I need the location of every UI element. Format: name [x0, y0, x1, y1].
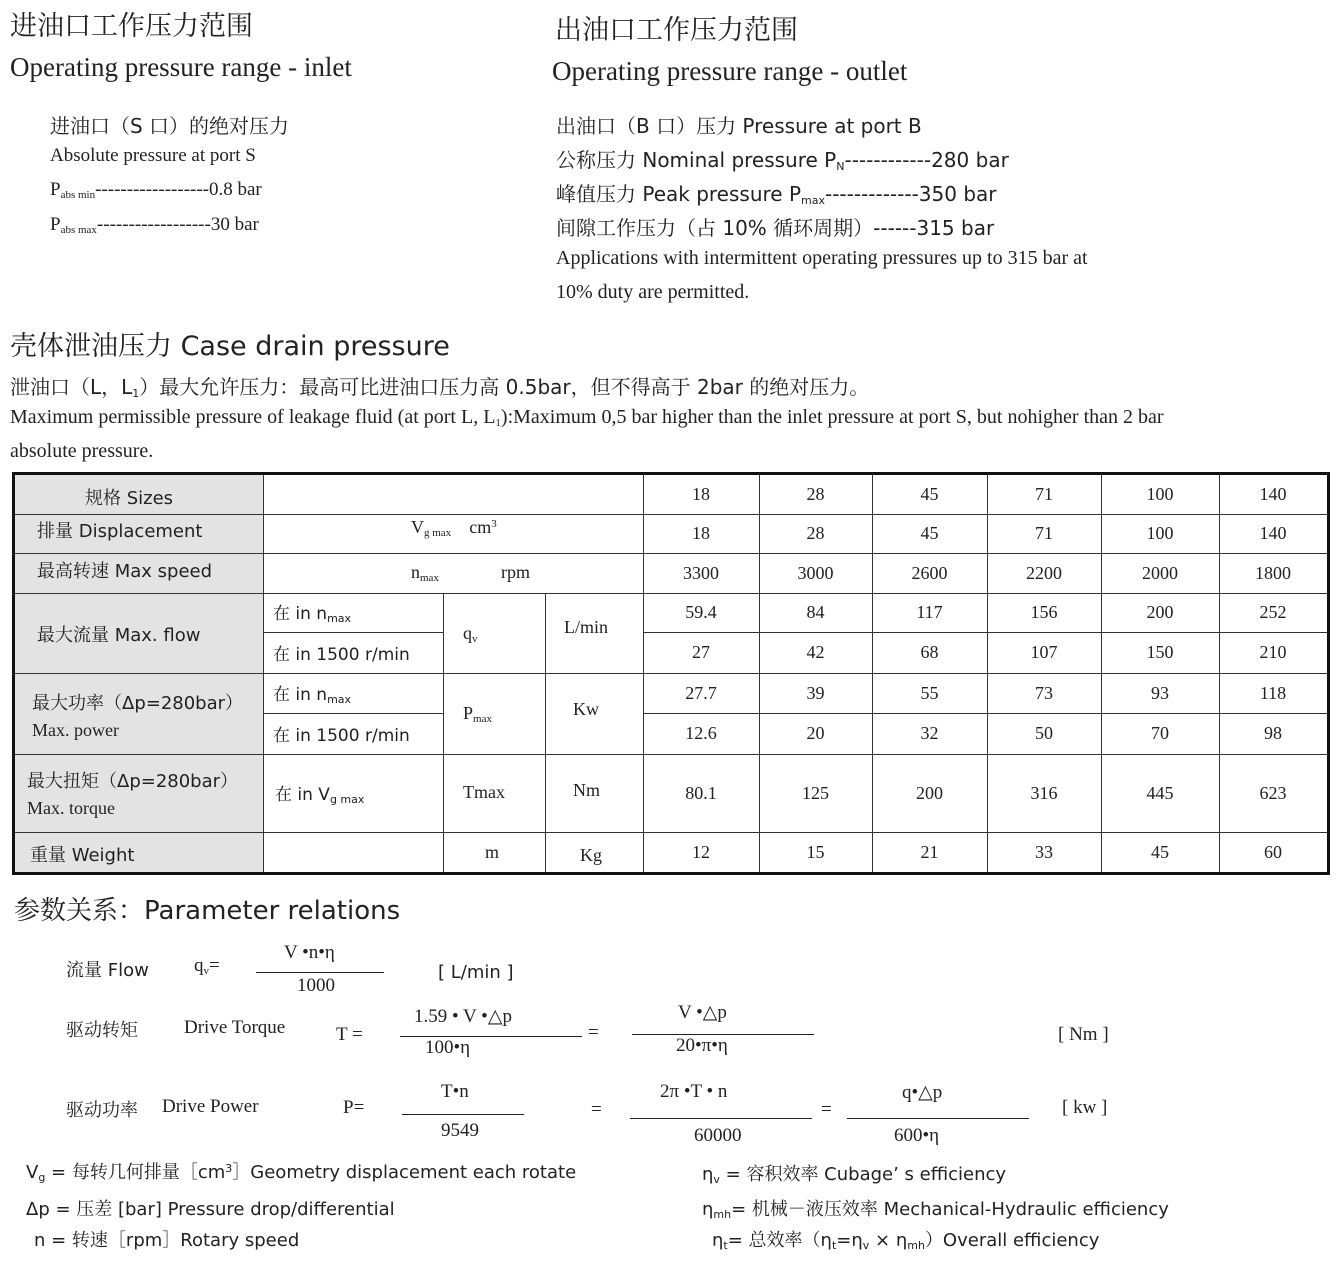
cell-displacement-2: 28: [806, 523, 825, 543]
legend-etat: $\eta_t=$ 总效率（$\eta_t=\eta_v$ × $\eta_{mh})Overall$ efficiency: [712, 1230, 1100, 1252]
cell-displacement-4: 71: [1035, 523, 1053, 543]
torque-den2: 20•π•η: [676, 1035, 728, 1056]
outlet-app1: Applications with intermittent operating pressures up to 315 bar at: [556, 247, 1088, 269]
power-num2: 2π •T • n: [660, 1081, 728, 1102]
inlet-pmax: $P_{abs max}------------------30$ bar: [50, 214, 259, 236]
torque-den1: 100•η: [425, 1037, 471, 1058]
cell-flow-nmax-3: 117: [916, 602, 943, 622]
disp-symbol: $V_{g max}$ $cm^3$: [411, 517, 497, 539]
flow-at-1500: 在 in 1500 r/min: [273, 645, 410, 665]
outlet-nominal: 公称压力 Nominal pressure $P_N------------280$ bar: [556, 148, 1009, 173]
case-drain-title: 壳体泄油压力 Case drain pressure: [10, 331, 450, 362]
cell-displacement-5: 100: [1146, 523, 1174, 543]
flow-lhs: $q_v=$: [194, 955, 220, 977]
weight-unit: Kg: [580, 845, 602, 865]
outlet-intermittent: 间隙工作压力（占 10% 循环周期）------315 bar: [556, 216, 995, 240]
legend-vg: $V_g$ = 每转几何排量$[cm^3]Geometry$ displacement each rotate: [26, 1162, 577, 1184]
cell-sizes-3: 45: [920, 484, 939, 504]
torque-unit: [ Nm ]: [1058, 1024, 1109, 1045]
cell-displacement-6: 140: [1259, 523, 1287, 543]
cell-power-nmax-4: 73: [1035, 682, 1053, 703]
cell-weight-2: 15: [806, 841, 825, 862]
power-at-1500: 在 in 1500 r/min: [273, 726, 410, 746]
cell-flow-1500-4: 107: [1030, 642, 1058, 662]
power-formula-label-cn: 驱动功率: [66, 1100, 138, 1121]
cell-weight-6: 60: [1264, 841, 1282, 862]
row-weight-label: 重量 Weight: [30, 845, 135, 866]
cell-sizes-6: 140: [1259, 484, 1287, 504]
cell-power-nmax-1: 27.7: [685, 682, 717, 703]
cell-sizes-4: 71: [1035, 484, 1053, 504]
case-drain-en: Maximum permissible pressure of leakage fluid (at port L, $L_1):Maximum$ 0,5 bar higher than the inlet pressure at port S, but nohigher than 2 bar: [10, 406, 1164, 429]
legend-n: n = 转速［rpm］Rotary speed: [34, 1230, 300, 1251]
cell-weight-3: 21: [920, 841, 939, 862]
relations-title: 参数关系：Parameter relations: [14, 896, 401, 926]
legend-etamh: $\eta_{mh}=$ 机械－液压效率 Mechanical-Hydraulic efficiency: [702, 1199, 1169, 1221]
outlet-peak: 峰值压力 Peak pressure $P_{max}-------------350$ bar: [556, 182, 997, 207]
cell-flow-nmax-6: 252: [1259, 602, 1287, 622]
cell-flow-1500-1: 27: [692, 642, 710, 662]
power-unit: Kw: [573, 699, 599, 719]
torque-eq: =: [588, 1022, 599, 1043]
cell-torque-1: 80.1: [685, 782, 717, 803]
cell-sizes-1: 18: [692, 484, 710, 504]
spec-table: [12, 472, 1330, 875]
cell-power-nmax-3: 55: [920, 682, 939, 703]
power-eq2: =: [821, 1099, 832, 1120]
row-displacement-label: 排量 Displacement: [37, 521, 203, 542]
cell-power-1500-1: 12.6: [685, 723, 717, 743]
cell-torque-6: 623: [1259, 782, 1287, 803]
flow-symbol: $q_v$: [463, 623, 478, 645]
row-flow-label: 最大流量 Max. flow: [37, 625, 201, 646]
torque-lhs: T =: [336, 1024, 363, 1045]
cell-power-nmax-6: 118: [1259, 682, 1287, 703]
legend-etav: $\eta_v$ = 容积效率 Cubage’ s efficiency: [702, 1164, 1007, 1186]
cell-max-speed-5: 2000: [1142, 562, 1178, 583]
legend-dp: Δp = 压差 [bar] Pressure drop/differential: [26, 1199, 395, 1220]
row-speed-label: 最高转速 Max speed: [37, 561, 213, 582]
power-den3: 600•η: [894, 1125, 940, 1146]
row-power-label-1: 最大功率（Δp=280bar）: [32, 693, 244, 714]
cell-flow-1500-3: 68: [920, 642, 939, 662]
cell-flow-nmax-5: 200: [1146, 602, 1174, 622]
cell-max-speed-6: 1800: [1255, 562, 1291, 583]
row-sizes-label: 规格 Sizes: [85, 488, 174, 509]
flow-at-nmax: 在 in $n_{max}$: [273, 604, 352, 625]
power-formula-label-en: Drive Power: [162, 1096, 259, 1117]
inlet-line2: Absolute pressure at port S: [50, 145, 256, 166]
cell-sizes-5: 100: [1146, 484, 1174, 504]
cell-flow-nmax-4: 156: [1030, 602, 1058, 622]
power-den2: 60000: [694, 1125, 742, 1146]
speed-symbol: $n_{max}$: [411, 562, 439, 584]
case-drain-cn: 泄油口（L，$L_1$）最大允许压力：最高可比进油口压力高 0.5bar，但不得高于 2bar 的绝对压力。: [10, 375, 870, 400]
outlet-title-en: Operating pressure range - outlet: [552, 56, 908, 86]
inlet-title-en: Operating pressure range - inlet: [10, 52, 352, 82]
cell-flow-nmax-2: 84: [806, 602, 825, 622]
cell-sizes-2: 28: [806, 484, 825, 504]
cell-power-1500-3: 32: [920, 723, 939, 743]
outlet-app2: 10% duty are permitted.: [556, 281, 750, 303]
cell-power-1500-6: 98: [1264, 723, 1282, 743]
torque-formula-label-en: Drive Torque: [184, 1017, 286, 1038]
torque-formula-label-cn: 驱动转矩: [66, 1020, 138, 1041]
weight-symbol: m: [485, 842, 500, 862]
cell-flow-nmax-1: 59.4: [685, 602, 717, 622]
outlet-title-cn: 出油口工作压力范围: [555, 15, 798, 46]
power-symbol: $P_{max}$: [463, 703, 492, 725]
cell-weight-4: 33: [1035, 841, 1053, 862]
cell-torque-3: 200: [916, 782, 943, 803]
cell-power-nmax-5: 93: [1151, 682, 1169, 703]
inlet-line1: 进油口（S 口）的绝对压力: [50, 114, 290, 138]
cell-displacement-1: 18: [692, 523, 710, 543]
cell-flow-1500-6: 210: [1259, 642, 1287, 662]
flow-unit: [ L/min ]: [438, 962, 514, 983]
power-num3: q•△p: [902, 1082, 943, 1103]
cell-flow-1500-2: 42: [806, 642, 825, 662]
cell-max-speed-3: 2600: [911, 562, 948, 583]
power-unit: [ kw ]: [1062, 1097, 1108, 1118]
cell-weight-5: 45: [1151, 841, 1169, 862]
power-at-nmax: 在 in $n_{max}$: [273, 685, 352, 706]
flow-numerator: V •n•η: [284, 942, 335, 963]
flow-denominator: 1000: [297, 975, 335, 996]
power-lhs: P=: [343, 1097, 365, 1118]
outlet-line1: 出油口（B 口）压力 Pressure at port B: [556, 114, 922, 138]
torque-symbol: Tmax: [463, 782, 505, 802]
cell-power-1500-4: 50: [1035, 723, 1053, 743]
cell-power-nmax-2: 39: [806, 682, 825, 703]
power-eq1: =: [591, 1099, 602, 1120]
cell-flow-1500-5: 150: [1146, 642, 1174, 662]
cell-max-speed-1: 3300: [683, 562, 719, 583]
cell-power-1500-5: 70: [1151, 723, 1169, 743]
flow-unit: L/min: [564, 617, 608, 637]
torque-at-vgmax: 在 in $V_{g max}$: [275, 785, 365, 806]
inlet-pmin: $P_{abs min}------------------0.8$ bar: [50, 179, 262, 201]
cell-torque-4: 316: [1030, 782, 1058, 803]
row-torque-label-1: 最大扭矩（Δp=280bar）: [27, 771, 239, 792]
cell-displacement-3: 45: [920, 523, 939, 543]
cell-max-speed-4: 2200: [1026, 562, 1062, 583]
flow-formula-label: 流量 Flow: [66, 960, 149, 981]
cell-torque-2: 125: [802, 782, 829, 803]
row-power-label-2: Max. power: [32, 720, 119, 740]
cell-power-1500-2: 20: [806, 723, 825, 743]
inlet-title-cn: 进油口工作压力范围: [10, 11, 253, 42]
row-torque-label-2: Max. torque: [27, 798, 115, 818]
cell-weight-1: 12: [692, 841, 710, 862]
torque-num1: 1.59 • V •△p: [414, 1006, 512, 1027]
cell-torque-5: 445: [1146, 782, 1174, 803]
power-num1: T•n: [441, 1081, 469, 1102]
torque-unit: Nm: [573, 780, 600, 800]
torque-num2: V •△p: [678, 1002, 727, 1023]
speed-unit: rpm: [501, 562, 530, 582]
power-den1: 9549: [441, 1120, 479, 1141]
case-drain-en-line2: absolute pressure.: [10, 440, 154, 462]
cell-max-speed-2: 3000: [797, 562, 834, 583]
